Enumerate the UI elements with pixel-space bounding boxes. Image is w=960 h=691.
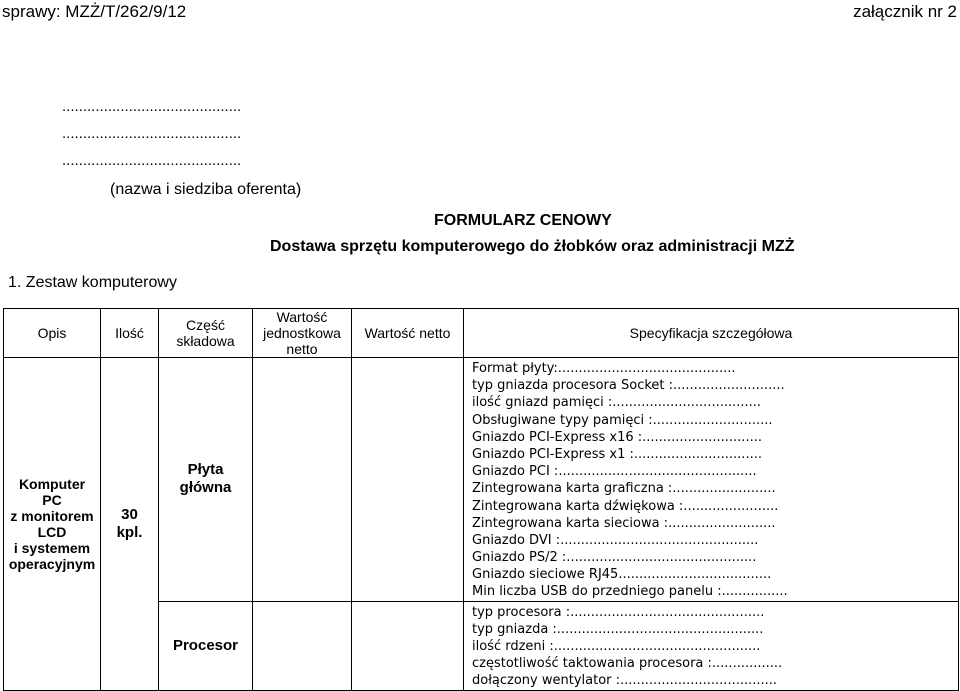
item-ilosc-unit: kpl.	[116, 523, 143, 541]
spec-line[interactable]: częstotliwość taktowania procesora :.................	[472, 656, 783, 672]
spec-line[interactable]: Gniazdo PCI :................................................	[472, 464, 757, 480]
spec-line[interactable]: Gniazdo sieciowe RJ45.....................................	[472, 567, 772, 583]
spec-line[interactable]: Zintegrowana karta graficzna :.........................	[472, 481, 776, 497]
form-title: FORMULARZ CENOWY	[434, 212, 612, 229]
spec-procesor	[464, 601, 959, 690]
header-wartosc-netto-label: Wartość netto	[364, 325, 451, 341]
spec-line[interactable]: Gniazdo DVI :................................................	[472, 532, 759, 548]
header-czesc-skladowa	[159, 309, 253, 358]
spec-line[interactable]: ilość gniazd pamięci :....................................	[472, 395, 762, 411]
header-wartosc-jedn-line-3: netto	[286, 341, 318, 357]
spec-line[interactable]: Zintegrowana karta dźwiękowa :.......................	[472, 498, 779, 514]
item-opis-line: PC	[42, 491, 62, 508]
spec-line[interactable]: ilość rdzeni :..................................................	[472, 639, 761, 654]
spec-line[interactable]: typ gniazda :..................................................	[472, 621, 764, 637]
unit-value-cell[interactable]	[253, 358, 352, 602]
spec-line[interactable]: dołączony wentylator :......................................	[472, 673, 778, 689]
component-name-line: Procesor	[172, 636, 239, 654]
bidder-name-line-2[interactable]: ...........................................	[62, 125, 242, 142]
header-ilosc	[101, 309, 159, 358]
component-procesor	[159, 601, 253, 690]
spec-line[interactable]: Format płyty:...........................................	[472, 361, 736, 376]
component-plyta-glowna	[159, 358, 253, 602]
form-subtitle: Dostawa sprzętu komputerowego do żłobków oraz administracji MZŻ	[270, 238, 795, 255]
item-opis-line: operacyjnym	[8, 555, 96, 572]
spec-plyta-glowna	[464, 358, 959, 602]
case-reference: sprawy: MZŻ/T/262/9/12	[2, 2, 187, 21]
spec-line[interactable]: Zintegrowana karta sieciowa :..........................	[472, 515, 776, 531]
spec-line[interactable]: typ procesora :...............................................	[472, 604, 765, 620]
header-ilosc-label: Ilość	[115, 325, 144, 341]
item-ilosc-value: 30	[121, 505, 138, 523]
spec-line[interactable]: Gniazdo PCI-Express x1 :...............................	[472, 446, 762, 462]
spec-line[interactable]: typ gniazda procesora Socket :...........................	[472, 378, 785, 394]
bidder-caption: (nazwa i siedziba oferenta)	[110, 181, 302, 198]
item-opis	[4, 358, 101, 691]
item-opis-line: Komputer	[18, 475, 86, 492]
annex-label: załącznik nr 2	[853, 2, 957, 21]
header-wartosc-jedn-line-1: Wartość	[276, 309, 328, 325]
component-name-line: Płyta	[187, 461, 224, 479]
item-opis-line: LCD	[37, 523, 67, 540]
spec-line[interactable]: Obsługiwane typy pamięci :.............................	[472, 412, 773, 428]
header-specyfikacja-label: Specyfikacja szczegółowa	[629, 325, 793, 341]
net-value-cell[interactable]	[352, 358, 464, 602]
bidder-name-line-3[interactable]: ...........................................	[62, 152, 242, 169]
component-name-line: główna	[179, 479, 232, 497]
header-specyfikacja	[464, 309, 959, 358]
price-table	[3, 308, 959, 691]
item-opis-line: z monitorem	[10, 507, 94, 524]
table-row	[4, 358, 959, 602]
table-header-row	[4, 309, 959, 358]
spec-line[interactable]: Gniazdo PS/2 :..............................................	[472, 550, 757, 566]
header-czesc-line-2: składowa	[176, 333, 235, 349]
header-wartosc-jednostkowa	[253, 309, 352, 358]
bidder-name-line-1[interactable]: ...........................................	[62, 98, 242, 115]
header-wartosc-netto	[352, 309, 464, 358]
net-value-cell[interactable]	[352, 601, 464, 690]
header-opis-label: Opis	[37, 325, 67, 341]
header-czesc-line-1: Część	[186, 317, 225, 333]
section-title: 1. Zestaw komputerowy	[8, 274, 177, 291]
header-wartosc-jedn-line-2: jednostkowa	[263, 325, 341, 341]
item-opis-line: i systemem	[13, 539, 91, 556]
spec-line[interactable]: Min liczba USB do przedniego panelu :................	[472, 584, 788, 600]
header-opis	[4, 309, 101, 358]
item-ilosc	[101, 358, 159, 691]
unit-value-cell[interactable]	[253, 601, 352, 690]
spec-line[interactable]: Gniazdo PCI-Express x16 :.............................	[472, 429, 762, 445]
